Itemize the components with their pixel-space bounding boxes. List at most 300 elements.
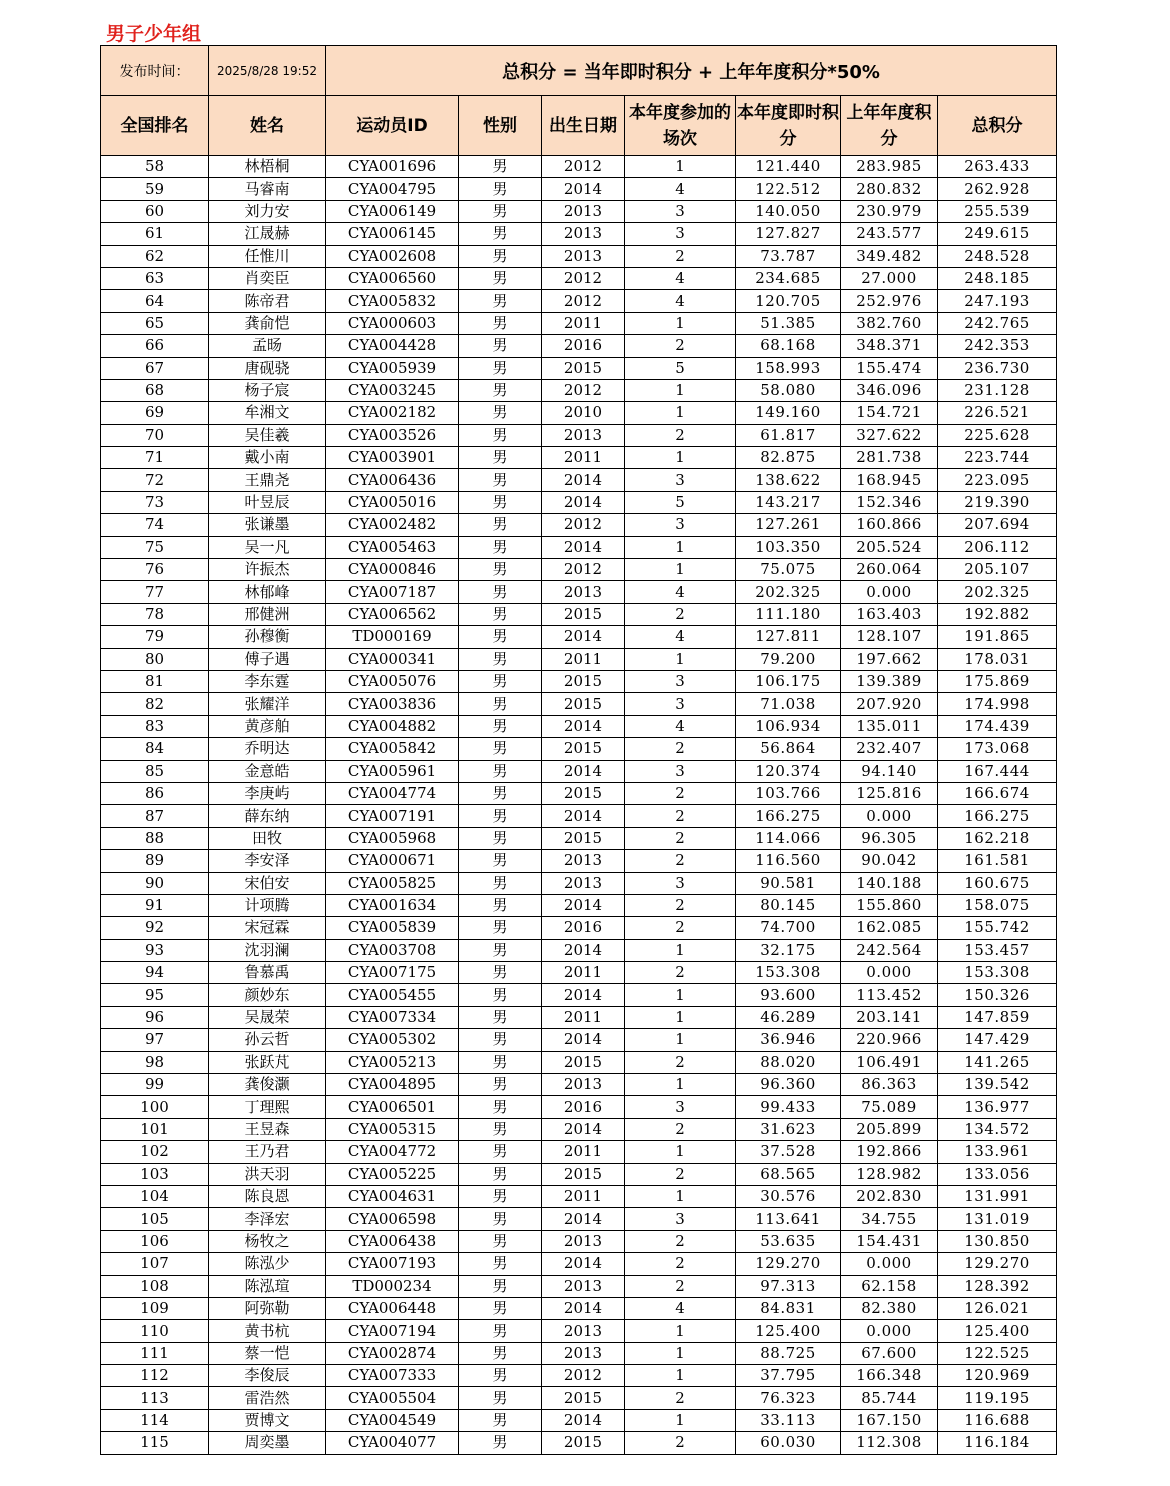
info-row <box>101 46 1057 96</box>
cell-athlete-id: CYA004882 <box>326 715 459 737</box>
cell-gender: 男 <box>459 335 542 357</box>
table-row <box>101 1141 1057 1163</box>
cell-events: 1 <box>625 1320 736 1342</box>
cell-last-year-points: 62.158 <box>841 1275 938 1297</box>
cell-rank: 66 <box>101 335 209 357</box>
cell-events: 1 <box>625 559 736 581</box>
cell-rank: 84 <box>101 738 209 760</box>
cell-birth-year: 2011 <box>542 1185 625 1207</box>
cell-rank: 106 <box>101 1230 209 1252</box>
cell-birth-year: 2011 <box>542 312 625 334</box>
cell-birth-year: 2014 <box>542 894 625 916</box>
cell-rank: 113 <box>101 1387 209 1409</box>
cell-total-points: 126.021 <box>938 1297 1057 1319</box>
cell-name: 张跃芃 <box>209 1051 326 1073</box>
cell-name: 王昱森 <box>209 1118 326 1140</box>
cell-last-year-points: 75.089 <box>841 1096 938 1118</box>
cell-total-points: 205.107 <box>938 559 1057 581</box>
cell-name: 计项腾 <box>209 894 326 916</box>
cell-athlete-id: CYA004631 <box>326 1185 459 1207</box>
cell-current-points: 46.289 <box>736 1006 841 1028</box>
cell-total-points: 248.528 <box>938 245 1057 267</box>
cell-events: 1 <box>625 648 736 670</box>
cell-athlete-id: CYA007333 <box>326 1365 459 1387</box>
cell-name: 李安泽 <box>209 850 326 872</box>
cell-rank: 79 <box>101 626 209 648</box>
cell-gender: 男 <box>459 1253 542 1275</box>
cell-athlete-id: CYA005504 <box>326 1387 459 1409</box>
cell-events: 3 <box>625 693 736 715</box>
cell-athlete-id: CYA005968 <box>326 827 459 849</box>
cell-birth-year: 2014 <box>542 715 625 737</box>
cell-events: 3 <box>625 469 736 491</box>
cell-gender: 男 <box>459 872 542 894</box>
cell-gender: 男 <box>459 827 542 849</box>
cell-birth-year: 2015 <box>542 1387 625 1409</box>
cell-events: 4 <box>625 715 736 737</box>
cell-athlete-id: CYA004895 <box>326 1074 459 1096</box>
cell-rank: 58 <box>101 156 209 178</box>
cell-events: 3 <box>625 514 736 536</box>
cell-events: 1 <box>625 939 736 961</box>
cell-athlete-id: CYA005939 <box>326 357 459 379</box>
cell-birth-year: 2016 <box>542 917 625 939</box>
cell-rank: 60 <box>101 200 209 222</box>
cell-birth-year: 2015 <box>542 603 625 625</box>
cell-gender: 男 <box>459 782 542 804</box>
cell-last-year-points: 197.662 <box>841 648 938 670</box>
cell-last-year-points: 205.899 <box>841 1118 938 1140</box>
table-row <box>101 1432 1057 1454</box>
formula-banner: 总积分 = 当年即时积分 + 上年年度积分*50% <box>326 46 1057 96</box>
cell-events: 2 <box>625 245 736 267</box>
cell-rank: 59 <box>101 178 209 200</box>
cell-last-year-points: 34.755 <box>841 1208 938 1230</box>
cell-name: 陈帝君 <box>209 290 326 312</box>
cell-rank: 62 <box>101 245 209 267</box>
cell-current-points: 68.168 <box>736 335 841 357</box>
cell-last-year-points: 0.000 <box>841 581 938 603</box>
cell-total-points: 173.068 <box>938 738 1057 760</box>
cell-name: 王鼎尧 <box>209 469 326 491</box>
table-row <box>101 805 1057 827</box>
cell-rank: 109 <box>101 1297 209 1319</box>
cell-current-points: 103.350 <box>736 536 841 558</box>
cell-gender: 男 <box>459 738 542 760</box>
cell-last-year-points: 139.389 <box>841 670 938 692</box>
cell-current-points: 96.360 <box>736 1074 841 1096</box>
cell-current-points: 202.325 <box>736 581 841 603</box>
cell-athlete-id: CYA004795 <box>326 178 459 200</box>
cell-last-year-points: 96.305 <box>841 827 938 849</box>
table-row <box>101 962 1057 984</box>
cell-athlete-id: CYA006560 <box>326 267 459 289</box>
cell-birth-year: 2011 <box>542 447 625 469</box>
cell-birth-year: 2013 <box>542 245 625 267</box>
table-row <box>101 1342 1057 1364</box>
cell-athlete-id: CYA007191 <box>326 805 459 827</box>
cell-gender: 男 <box>459 559 542 581</box>
table-row <box>101 1230 1057 1252</box>
cell-gender: 男 <box>459 178 542 200</box>
cell-current-points: 138.622 <box>736 469 841 491</box>
cell-gender: 男 <box>459 267 542 289</box>
header-total-points: 总积分 <box>938 96 1057 156</box>
cell-name: 黄书杭 <box>209 1320 326 1342</box>
cell-gender: 男 <box>459 648 542 670</box>
cell-last-year-points: 0.000 <box>841 962 938 984</box>
cell-name: 洪天羽 <box>209 1163 326 1185</box>
cell-name: 李庚屿 <box>209 782 326 804</box>
table-row <box>101 156 1057 178</box>
cell-rank: 72 <box>101 469 209 491</box>
cell-rank: 63 <box>101 267 209 289</box>
cell-last-year-points: 128.107 <box>841 626 938 648</box>
cell-name: 傅子遇 <box>209 648 326 670</box>
cell-name: 宋冠霖 <box>209 917 326 939</box>
cell-gender: 男 <box>459 491 542 513</box>
table-row <box>101 827 1057 849</box>
cell-last-year-points: 163.403 <box>841 603 938 625</box>
cell-gender: 男 <box>459 156 542 178</box>
cell-rank: 78 <box>101 603 209 625</box>
cell-birth-year: 2013 <box>542 850 625 872</box>
cell-birth-year: 2015 <box>542 782 625 804</box>
cell-total-points: 133.056 <box>938 1163 1057 1185</box>
table-row <box>101 1253 1057 1275</box>
cell-last-year-points: 152.346 <box>841 491 938 513</box>
header-row <box>101 96 1057 156</box>
cell-birth-year: 2016 <box>542 335 625 357</box>
cell-last-year-points: 281.738 <box>841 447 938 469</box>
cell-athlete-id: CYA005302 <box>326 1029 459 1051</box>
cell-last-year-points: 205.524 <box>841 536 938 558</box>
cell-events: 1 <box>625 1342 736 1364</box>
cell-events: 1 <box>625 1185 736 1207</box>
cell-gender: 男 <box>459 1297 542 1319</box>
cell-total-points: 141.265 <box>938 1051 1057 1073</box>
cell-current-points: 37.528 <box>736 1141 841 1163</box>
cell-events: 5 <box>625 357 736 379</box>
cell-name: 马睿南 <box>209 178 326 200</box>
cell-name: 许振杰 <box>209 559 326 581</box>
cell-current-points: 116.560 <box>736 850 841 872</box>
cell-athlete-id: CYA005839 <box>326 917 459 939</box>
table-row <box>101 670 1057 692</box>
cell-total-points: 116.184 <box>938 1432 1057 1454</box>
cell-current-points: 73.787 <box>736 245 841 267</box>
cell-gender: 男 <box>459 805 542 827</box>
cell-athlete-id: CYA005225 <box>326 1163 459 1185</box>
cell-birth-year: 2014 <box>542 805 625 827</box>
cell-name: 蔡一恺 <box>209 1342 326 1364</box>
cell-rank: 73 <box>101 491 209 513</box>
cell-events: 5 <box>625 491 736 513</box>
cell-rank: 96 <box>101 1006 209 1028</box>
cell-current-points: 166.275 <box>736 805 841 827</box>
cell-athlete-id: CYA006149 <box>326 200 459 222</box>
cell-gender: 男 <box>459 402 542 424</box>
table-row <box>101 626 1057 648</box>
cell-athlete-id: CYA004772 <box>326 1141 459 1163</box>
cell-name: 沈羽澜 <box>209 939 326 961</box>
table-row <box>101 1409 1057 1431</box>
cell-events: 3 <box>625 223 736 245</box>
cell-events: 4 <box>625 581 736 603</box>
cell-athlete-id: CYA002182 <box>326 402 459 424</box>
cell-gender: 男 <box>459 290 542 312</box>
cell-events: 3 <box>625 872 736 894</box>
header-birth: 出生日期 <box>542 96 625 156</box>
cell-birth-year: 2014 <box>542 984 625 1006</box>
cell-total-points: 150.326 <box>938 984 1057 1006</box>
cell-current-points: 122.512 <box>736 178 841 200</box>
cell-rank: 90 <box>101 872 209 894</box>
cell-athlete-id: CYA007193 <box>326 1253 459 1275</box>
cell-athlete-id: CYA003708 <box>326 939 459 961</box>
table-row <box>101 559 1057 581</box>
table-row <box>101 402 1057 424</box>
cell-events: 3 <box>625 760 736 782</box>
cell-rank: 68 <box>101 379 209 401</box>
cell-current-points: 30.576 <box>736 1185 841 1207</box>
table-row <box>101 1074 1057 1096</box>
cell-total-points: 158.075 <box>938 894 1057 916</box>
cell-rank: 107 <box>101 1253 209 1275</box>
cell-name: 乔明达 <box>209 738 326 760</box>
cell-events: 4 <box>625 290 736 312</box>
cell-last-year-points: 154.721 <box>841 402 938 424</box>
cell-rank: 93 <box>101 939 209 961</box>
cell-last-year-points: 0.000 <box>841 1320 938 1342</box>
cell-athlete-id: CYA002874 <box>326 1342 459 1364</box>
cell-name: 孙穆衡 <box>209 626 326 648</box>
cell-total-points: 129.270 <box>938 1253 1057 1275</box>
cell-total-points: 192.882 <box>938 603 1057 625</box>
header-current-points: 本年度即时积分 <box>736 96 841 156</box>
cell-birth-year: 2013 <box>542 1074 625 1096</box>
cell-gender: 男 <box>459 962 542 984</box>
cell-name: 龚俊灏 <box>209 1074 326 1096</box>
cell-events: 2 <box>625 827 736 849</box>
cell-current-points: 84.831 <box>736 1297 841 1319</box>
cell-events: 1 <box>625 1029 736 1051</box>
cell-current-points: 32.175 <box>736 939 841 961</box>
cell-events: 2 <box>625 850 736 872</box>
cell-total-points: 131.991 <box>938 1185 1057 1207</box>
cell-birth-year: 2012 <box>542 379 625 401</box>
cell-athlete-id: CYA002482 <box>326 514 459 536</box>
cell-rank: 111 <box>101 1342 209 1364</box>
cell-rank: 64 <box>101 290 209 312</box>
cell-birth-year: 2010 <box>542 402 625 424</box>
cell-birth-year: 2014 <box>542 1208 625 1230</box>
cell-athlete-id: CYA000671 <box>326 850 459 872</box>
table-row <box>101 782 1057 804</box>
cell-birth-year: 2012 <box>542 267 625 289</box>
cell-rank: 80 <box>101 648 209 670</box>
cell-total-points: 231.128 <box>938 379 1057 401</box>
cell-gender: 男 <box>459 424 542 446</box>
table-row <box>101 178 1057 200</box>
cell-birth-year: 2011 <box>542 962 625 984</box>
cell-events: 2 <box>625 738 736 760</box>
cell-last-year-points: 232.407 <box>841 738 938 760</box>
cell-name: 金意皓 <box>209 760 326 782</box>
cell-total-points: 147.429 <box>938 1029 1057 1051</box>
cell-gender: 男 <box>459 670 542 692</box>
cell-last-year-points: 382.760 <box>841 312 938 334</box>
cell-last-year-points: 327.622 <box>841 424 938 446</box>
cell-rank: 114 <box>101 1409 209 1431</box>
cell-total-points: 206.112 <box>938 536 1057 558</box>
cell-rank: 76 <box>101 559 209 581</box>
cell-name: 肖奕臣 <box>209 267 326 289</box>
cell-current-points: 149.160 <box>736 402 841 424</box>
cell-current-points: 99.433 <box>736 1096 841 1118</box>
cell-current-points: 121.440 <box>736 156 841 178</box>
cell-current-points: 74.700 <box>736 917 841 939</box>
cell-events: 1 <box>625 536 736 558</box>
table-row <box>101 1387 1057 1409</box>
cell-current-points: 88.020 <box>736 1051 841 1073</box>
cell-current-points: 120.374 <box>736 760 841 782</box>
cell-events: 4 <box>625 626 736 648</box>
cell-gender: 男 <box>459 850 542 872</box>
cell-rank: 87 <box>101 805 209 827</box>
header-last-year-points: 上年年度积分 <box>841 96 938 156</box>
cell-gender: 男 <box>459 447 542 469</box>
cell-birth-year: 2016 <box>542 1096 625 1118</box>
table-row <box>101 894 1057 916</box>
cell-total-points: 247.193 <box>938 290 1057 312</box>
table-row <box>101 1320 1057 1342</box>
cell-current-points: 75.075 <box>736 559 841 581</box>
cell-gender: 男 <box>459 939 542 961</box>
cell-events: 2 <box>625 1432 736 1454</box>
cell-total-points: 175.869 <box>938 670 1057 692</box>
header-name: 姓名 <box>209 96 326 156</box>
table-row <box>101 1297 1057 1319</box>
table-row <box>101 357 1057 379</box>
cell-events: 1 <box>625 402 736 424</box>
table-row <box>101 514 1057 536</box>
cell-gender: 男 <box>459 357 542 379</box>
cell-name: 林梧桐 <box>209 156 326 178</box>
cell-birth-year: 2015 <box>542 693 625 715</box>
cell-athlete-id: CYA003901 <box>326 447 459 469</box>
cell-birth-year: 2014 <box>542 491 625 513</box>
cell-birth-year: 2012 <box>542 514 625 536</box>
cell-gender: 男 <box>459 581 542 603</box>
cell-last-year-points: 82.380 <box>841 1297 938 1319</box>
cell-gender: 男 <box>459 1230 542 1252</box>
cell-rank: 97 <box>101 1029 209 1051</box>
cell-events: 2 <box>625 894 736 916</box>
cell-last-year-points: 140.188 <box>841 872 938 894</box>
cell-last-year-points: 220.966 <box>841 1029 938 1051</box>
cell-rank: 89 <box>101 850 209 872</box>
cell-rank: 103 <box>101 1163 209 1185</box>
cell-last-year-points: 166.348 <box>841 1365 938 1387</box>
cell-name: 牟湘文 <box>209 402 326 424</box>
cell-events: 1 <box>625 1365 736 1387</box>
cell-total-points: 133.961 <box>938 1141 1057 1163</box>
cell-athlete-id: CYA004428 <box>326 335 459 357</box>
cell-name: 林郁峰 <box>209 581 326 603</box>
cell-athlete-id: CYA005832 <box>326 290 459 312</box>
cell-gender: 男 <box>459 626 542 648</box>
cell-events: 2 <box>625 917 736 939</box>
cell-name: 戴小南 <box>209 447 326 469</box>
cell-gender: 男 <box>459 245 542 267</box>
cell-total-points: 116.688 <box>938 1409 1057 1431</box>
cell-athlete-id: CYA000341 <box>326 648 459 670</box>
cell-total-points: 207.694 <box>938 514 1057 536</box>
cell-current-points: 79.200 <box>736 648 841 670</box>
cell-athlete-id: CYA006448 <box>326 1297 459 1319</box>
cell-events: 2 <box>625 603 736 625</box>
cell-name: 贾博文 <box>209 1409 326 1431</box>
cell-rank: 67 <box>101 357 209 379</box>
cell-name: 张耀洋 <box>209 693 326 715</box>
cell-birth-year: 2012 <box>542 156 625 178</box>
table-row <box>101 850 1057 872</box>
table-row <box>101 245 1057 267</box>
cell-last-year-points: 90.042 <box>841 850 938 872</box>
cell-birth-year: 2014 <box>542 1118 625 1140</box>
cell-current-points: 153.308 <box>736 962 841 984</box>
cell-athlete-id: CYA006598 <box>326 1208 459 1230</box>
cell-total-points: 166.674 <box>938 782 1057 804</box>
cell-birth-year: 2015 <box>542 1163 625 1185</box>
cell-last-year-points: 106.491 <box>841 1051 938 1073</box>
cell-total-points: 248.185 <box>938 267 1057 289</box>
cell-last-year-points: 280.832 <box>841 178 938 200</box>
cell-current-points: 114.066 <box>736 827 841 849</box>
cell-last-year-points: 346.096 <box>841 379 938 401</box>
cell-gender: 男 <box>459 1074 542 1096</box>
table-row <box>101 1096 1057 1118</box>
cell-gender: 男 <box>459 1051 542 1073</box>
header-gender: 性别 <box>459 96 542 156</box>
cell-total-points: 162.218 <box>938 827 1057 849</box>
cell-total-points: 136.977 <box>938 1096 1057 1118</box>
cell-birth-year: 2015 <box>542 670 625 692</box>
cell-total-points: 125.400 <box>938 1320 1057 1342</box>
cell-events: 2 <box>625 805 736 827</box>
cell-birth-year: 2011 <box>542 1141 625 1163</box>
cell-rank: 69 <box>101 402 209 424</box>
cell-total-points: 225.628 <box>938 424 1057 446</box>
cell-gender: 男 <box>459 1118 542 1140</box>
cell-current-points: 125.400 <box>736 1320 841 1342</box>
cell-rank: 110 <box>101 1320 209 1342</box>
cell-name: 丁理熙 <box>209 1096 326 1118</box>
cell-athlete-id: TD000234 <box>326 1275 459 1297</box>
cell-athlete-id: CYA001696 <box>326 156 459 178</box>
cell-rank: 98 <box>101 1051 209 1073</box>
cell-rank: 88 <box>101 827 209 849</box>
cell-birth-year: 2013 <box>542 1320 625 1342</box>
cell-athlete-id: CYA000603 <box>326 312 459 334</box>
cell-birth-year: 2012 <box>542 559 625 581</box>
cell-total-points: 236.730 <box>938 357 1057 379</box>
cell-last-year-points: 155.860 <box>841 894 938 916</box>
cell-birth-year: 2015 <box>542 1432 625 1454</box>
cell-athlete-id: CYA007187 <box>326 581 459 603</box>
cell-last-year-points: 94.140 <box>841 760 938 782</box>
